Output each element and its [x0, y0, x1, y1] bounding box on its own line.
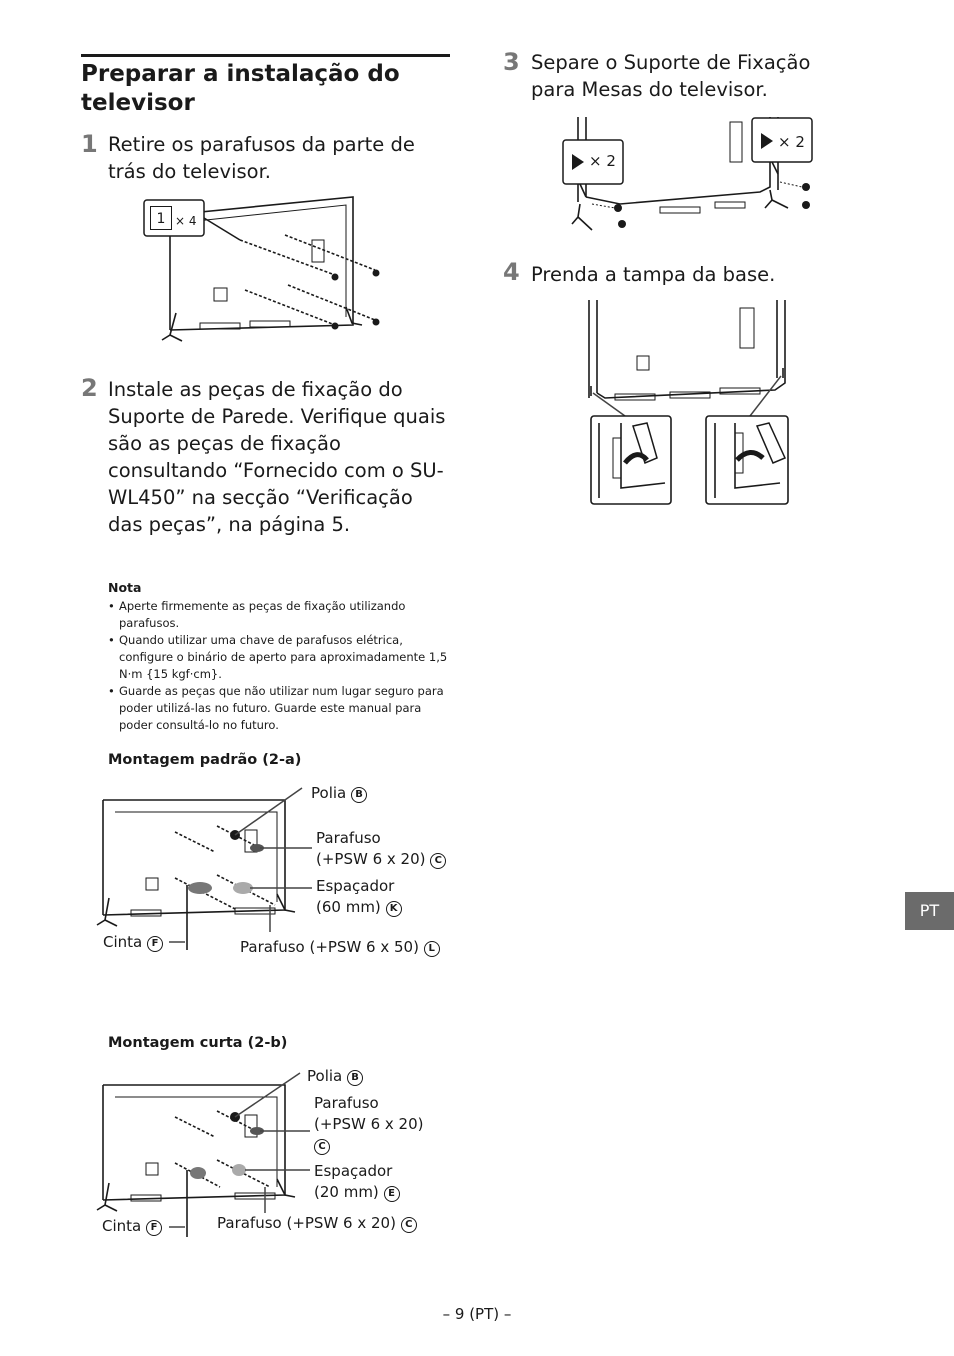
step-3-number: 3: [503, 48, 520, 76]
label-text: Espaçador: [316, 877, 395, 895]
label-espacador-a: [316, 876, 402, 918]
label-spec: (+PSW 6 x 20): [316, 850, 426, 868]
label-polia-b: [307, 1066, 363, 1087]
stand-screws-right-count: × 2: [778, 133, 805, 151]
language-tab: PT: [905, 892, 954, 930]
part-letter: C: [430, 853, 446, 869]
callout-count: × 4: [175, 214, 197, 228]
step-2-text: Instale as peças de fixação do Suporte de Parede. Verifique quais são as peças de fixação consultando “Fornecido com o SU-WL450” na secção “Verificação das peças”, na página 5.: [108, 378, 446, 536]
label-text: Parafuso (+PSW 6 x 50): [240, 938, 419, 956]
part-letter: F: [146, 1220, 162, 1236]
label-espacador-b: [314, 1161, 400, 1203]
part-letter: K: [386, 901, 402, 917]
part-letter: L: [424, 941, 440, 957]
label-parafuso-b: [314, 1093, 434, 1156]
label-text: Cinta: [102, 1217, 142, 1235]
note-heading: Nota: [108, 580, 142, 595]
label-spec: (20 mm): [314, 1183, 379, 1201]
label-screw-short: [217, 1213, 417, 1234]
step-2-number: 2: [81, 374, 98, 402]
label-cinta-a: [103, 932, 163, 953]
step-4-number: 4: [503, 258, 520, 286]
label-cinta-b: [102, 1216, 162, 1237]
label-text: Espaçador: [314, 1162, 393, 1180]
stand-screws-left-count: × 2: [589, 152, 616, 170]
callout-step-icon: 1: [150, 206, 172, 230]
note-item: • Guarde as peças que não utilizar num lugar seguro para poder utilizá-las no futuro. Guarde este manual para poder consultá-lo no futuro.: [108, 683, 453, 734]
label-text: Parafuso: [314, 1094, 379, 1112]
part-letter: B: [351, 787, 367, 803]
mount-short-heading: Montagem curta (2-b): [108, 1035, 288, 1051]
step-4-text: Prenda a tampa da base.: [531, 263, 776, 286]
label-text: Parafuso (+PSW 6 x 20): [217, 1214, 396, 1232]
label-text: Polia: [307, 1067, 343, 1085]
label-text: Polia: [311, 784, 347, 802]
label-parafuso-a: [316, 828, 446, 870]
section-title: Preparar a instalação do televisor: [81, 61, 400, 116]
mount-standard-heading: Montagem padrão (2-a): [108, 752, 302, 768]
label-spec: (+PSW 6 x 20): [314, 1115, 424, 1133]
part-letter: C: [401, 1217, 417, 1233]
label-screw-long: [240, 937, 440, 958]
note-item: • Aperte firmemente as peças de fixação utilizando parafusos.: [108, 598, 453, 632]
step-1-text: Retire os parafusos da parte de trás do televisor.: [108, 133, 415, 183]
figure-attach-base-cover: [585, 298, 795, 510]
note-list: [108, 598, 453, 734]
page-number: – 9 (PT) –: [442, 1305, 512, 1323]
part-letter: C: [314, 1139, 330, 1155]
label-spec: (60 mm): [316, 898, 381, 916]
title-rule: [81, 54, 450, 57]
step-1-number: 1: [81, 130, 98, 158]
label-polia-a: [311, 783, 367, 804]
label-text: Parafuso: [316, 829, 381, 847]
part-letter: E: [384, 1186, 400, 1202]
part-letter: B: [347, 1070, 363, 1086]
part-letter: F: [147, 936, 163, 952]
figure-remove-stand: [560, 112, 820, 237]
note-item: • Quando utilizar uma chave de parafusos elétrica, configure o binário de aperto para aproximadamente 1,5 N·m {15 kgf·cm}.: [108, 632, 453, 683]
label-text: Cinta: [103, 933, 143, 951]
step-3-text: Separe o Suporte de Fixação para Mesas do televisor.: [531, 51, 811, 101]
